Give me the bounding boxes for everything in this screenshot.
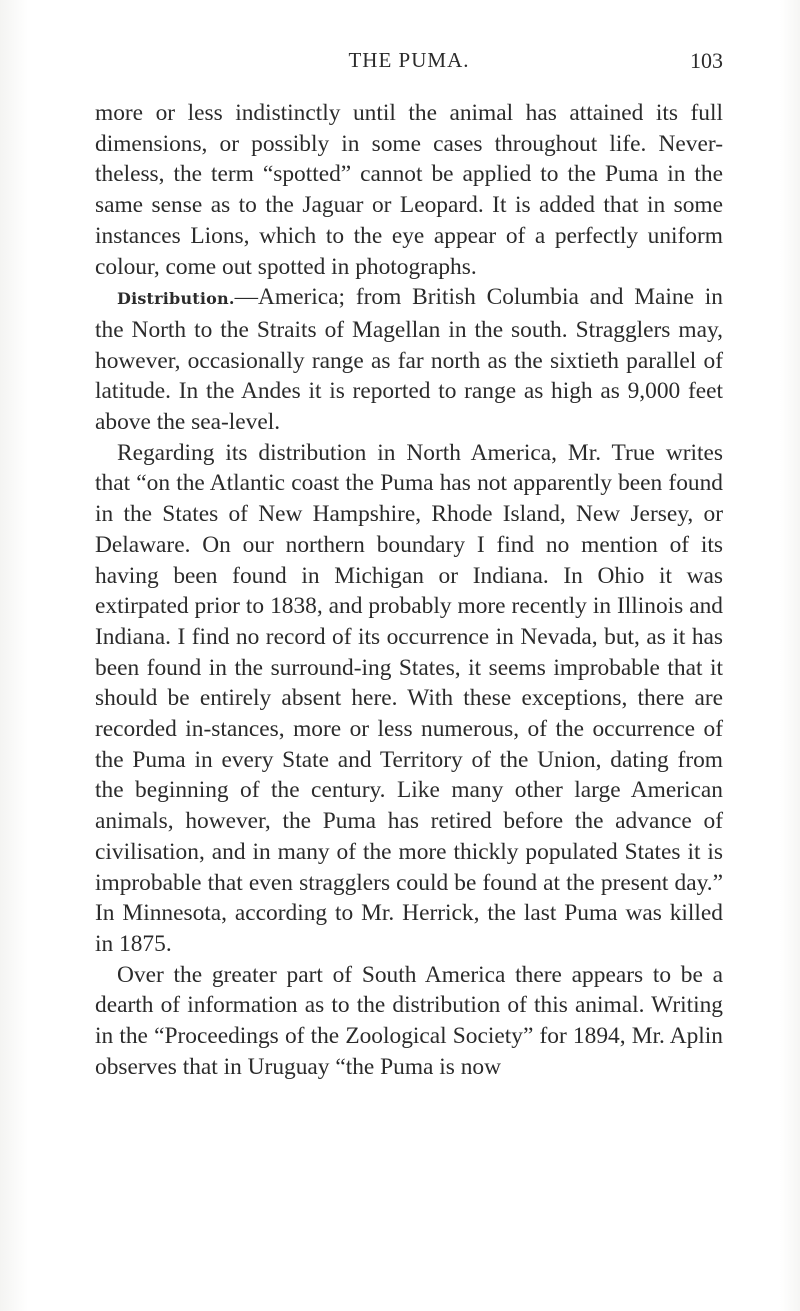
paragraph-north-america: Regarding its distribution in North America, Mr. True writes that “on the Atlantic coast the Puma has not apparently been found in the States of New Hampshire, Rhode Island, New Jersey, or Delaware. On our northern boundary I find no mention of its having been found in Michigan or Indiana. In Ohio it was extirpated prior to 1838, and probably more recently in Illinois and Indiana. I find no record of its occurrence in Nevada, but, as it has been found in the surround-ing States, it seems improbable that it should be entirely absent here. With these exceptions, there are recorded in-stances, more or less numerous, of the occurrence of the Puma in every State and Territory of the Union, dating from the beginning of the century. Like many other large American animals, however, the Puma has retired before the advance of civilisation, and in many of the more thickly populated States it is improbable that even stragglers could be found at the present day.” In Minnesota, according to Mr. Herrick, the last Puma was killed in 1875. <box>95 439 723 957</box>
page-number: 103 <box>690 48 723 73</box>
paragraph-south-america: Over the greater part of South America there appears to be a dearth of information as to the distribution of this animal. Writing in the “Proceedings of the Zoological Society” for 1894, Mr. Aplin observes that in Uruguay “the Puma is now <box>95 961 723 1080</box>
paragraph-spotting: more or less indistinctly until the animal has attained its full dimensions, or possibly in some cases throughout life. Never-theless, the term “spotted” cannot be applied to the Puma in the same sense as to the Jaguar or Leopard. It is added that in some instances Lions, which to the eye appear of a perfectly uniform colour, come out spotted in photographs. <box>95 100 723 280</box>
body-text <box>95 98 723 1083</box>
page-header <box>95 48 723 78</box>
paragraph-distribution <box>95 282 723 438</box>
running-head: THE PUMA. <box>348 48 470 72</box>
paragraph-distribution-text: —America; from British Columbia and Maine in the North to the Straits of Magellan in the south. Stragglers may, however, occasionally range as far north as the sixtieth parallel of latitude. In the Andes it is reported to range as high as 9,000 feet above the sea-level. <box>95 284 723 436</box>
section-heading-distribution: Distribution. <box>117 289 235 309</box>
